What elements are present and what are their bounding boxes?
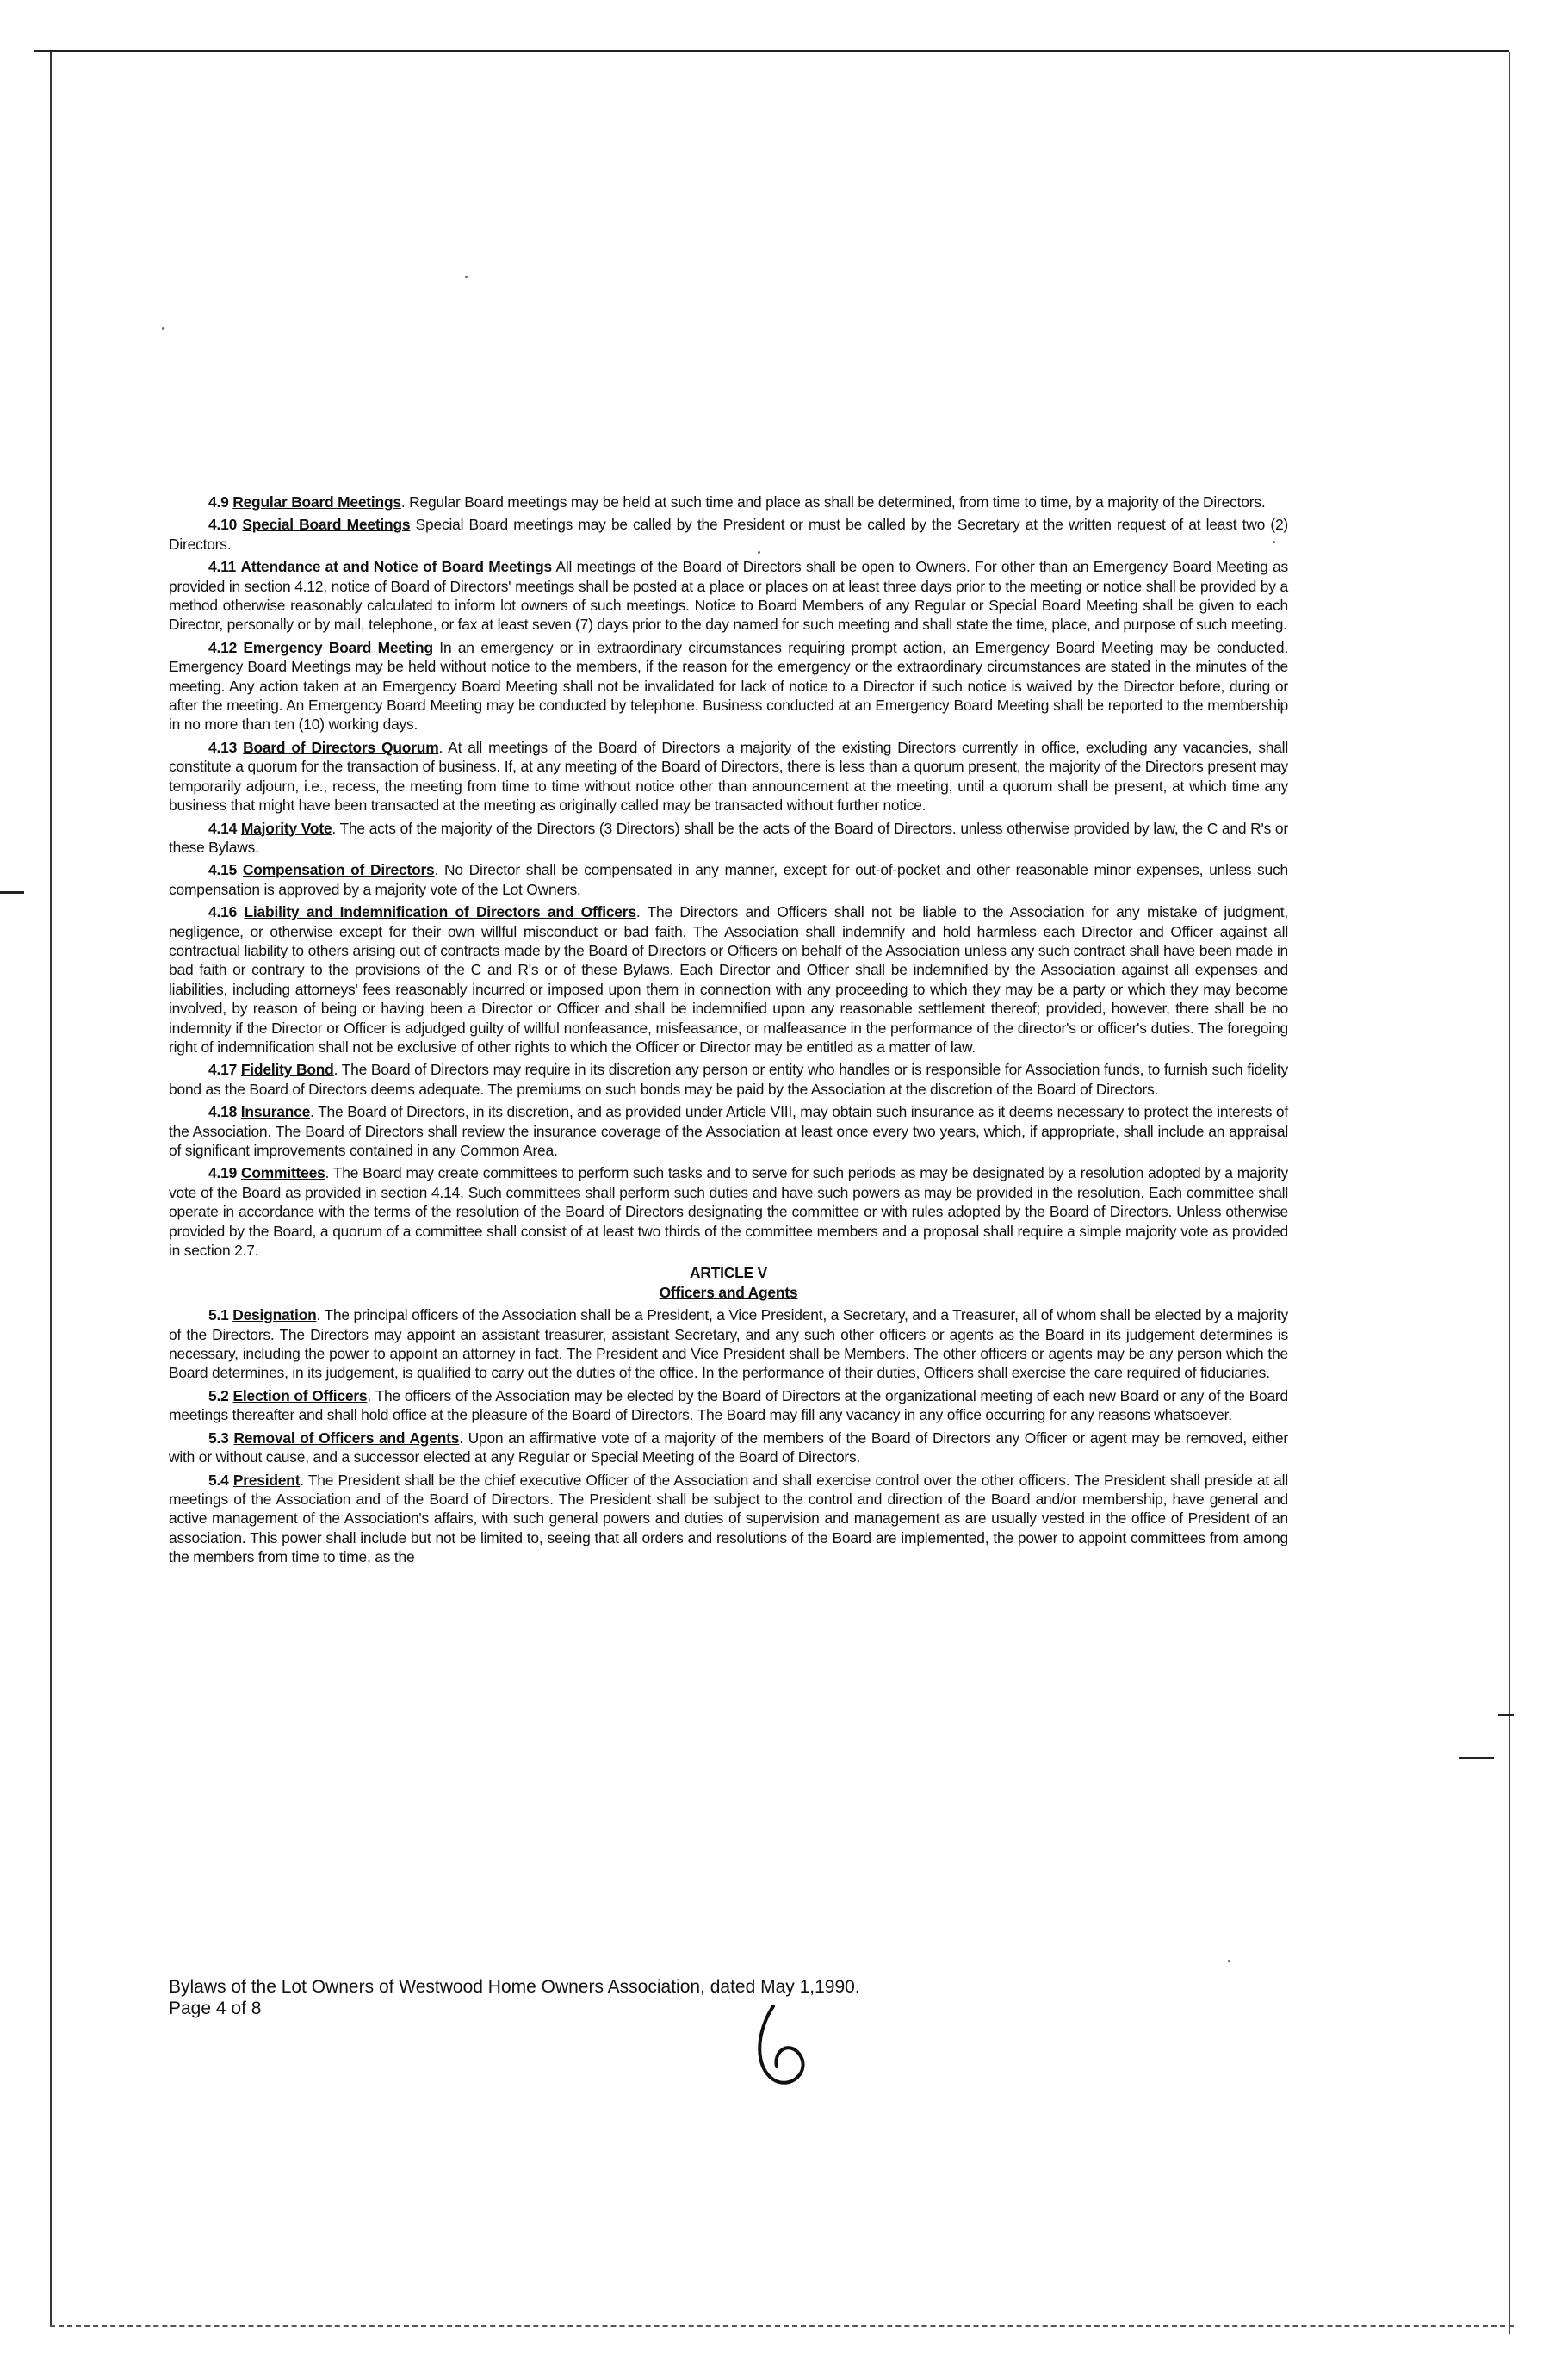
handwritten-page-mark: [739, 1998, 833, 2092]
section-body: . Regular Board meetings may be held at such time and place as shall be determined, from time to time, by a majority of the Directors.: [400, 493, 1266, 511]
section-body: . The Directors and Officers shall not be liable to the Association for any mistake of judgment, negligence, or otherwise except for their own willful misconduct or bad faith. The Association shall indemnify and hold harmless each Director and Officer against all contractual liability to others arising out of contracts made by the Board of Directors or Officers on behalf of the Association unless any such contract shall have been made in bad faith or contrary to the provisions of the C and R's or of these Bylaws. Each Director and Officer shall be indemnified by the Association against all expenses and liabilities, including attorneys' fees reasonably incurred or imposed upon them in connection with any proceeding to which they may be a party or which they may become involved, by reason of being or having been a Director or Officer and shall be indemnified upon any reasonable settlement thereof; provided, however, there shall be no indemnity if the Director or Officer is adjudged guilty of willful nonfeasance, misfeasance, or malfeasance in the performance of the director's or officer's duties. The foregoing right of indemnification shall not be exclusive of other rights to which the Officer or Director may be entitled as a matter of law.: [169, 903, 1288, 1056]
scan-border-left: [50, 52, 52, 2325]
section-paragraph: [169, 1305, 1288, 1383]
section-number: 4.19: [208, 1164, 238, 1182]
section-heading: Attendance at and Notice of Board Meetings: [240, 558, 552, 576]
section-heading: Election of Officers: [232, 1386, 368, 1404]
section-paragraph: [169, 1386, 1288, 1425]
section-number: 4.10: [208, 516, 238, 534]
edge-tick-mark: [1459, 1757, 1494, 1759]
footer-citation: Bylaws of the Lot Owners of Westwood Home Owners Association, dated May 1,1990.: [169, 1977, 860, 1997]
scan-border-top: [34, 50, 1509, 52]
section-number: 5.3: [208, 1429, 229, 1447]
edge-tick-mark: [0, 891, 24, 894]
section-body: . The officers of the Association may be elected by the Board of Directors at the organizational meeting of each new Board or any of the Board meetings thereafter and shall hold office at the pleasure of the Board of Directors. The Board may fill any vacancy in any office occurring for any reasons whatsoever.: [169, 1386, 1288, 1424]
section-body: . The Board of Directors, in its discretion, and as provided under Article VIII, may obtain such insurance as it deems necessary to protect the interests of the Association. The Board of Directors shall review the insurance coverage of the Association at least once every two years, which, if appropriate, shall include an appraisal of significant improvements contained in any Common Area.: [169, 1103, 1288, 1159]
section-heading: Compensation of Directors: [242, 861, 435, 879]
bylaws-body: [169, 493, 1288, 1571]
section-body: In an emergency or in extraordinary circumstances requiring prompt action, an Emergency Board Meeting may be conducted. Emergency Board Meetings may be held without notice to the members, if the reason for the emergency or the extraordinary circumstances are stated in the minutes of the meeting. Any action taken at an Emergency Board Meeting shall not be invalidated for lack of notice to a Director if such notice is waived by the Director before, during or after the meeting. An Emergency Board Meeting may be conducted by telephone. Business conducted at an Emergency Board Meeting shall be reported to the membership in no more than ten (10) working days.: [169, 638, 1288, 734]
scan-speck: [162, 327, 164, 330]
section-heading: Committees: [241, 1164, 325, 1182]
scan-speck: [465, 276, 468, 278]
section-body: . At all meetings of the Board of Directors a majority of the existing Directors currently in office, excluding any vacancies, shall constitute a quorum for the transaction of business. If, at any meeting of the Board of Directors, there is less than a quorum present, the majority of the Directors present may temporarily adjourn, i.e., recess, the meeting from time to time without notice other than announcement at the meeting, until a quorum shall be present, at which time any business that might have been transacted at the meeting as originally called may be transacted without further notice.: [169, 738, 1288, 815]
section-heading: Insurance: [240, 1103, 311, 1121]
section-number: 4.9: [208, 493, 229, 511]
section-paragraph: [169, 860, 1288, 899]
section-heading: Special Board Meetings: [242, 516, 411, 534]
scan-speck: [1228, 1960, 1230, 1962]
section-paragraph: [169, 1471, 1288, 1567]
section-body: . The Board of Directors may require in its discretion any person or entity who handles or is responsible for Association funds, to furnish such fidelity bond as the Board of Directors deems adequate. The premiums on such bonds may be paid by the Association at the discretion of the Board of Directors.: [169, 1061, 1288, 1098]
section-number: 4.15: [208, 861, 238, 879]
section-number: 4.12: [208, 638, 238, 656]
section-paragraph: [169, 557, 1288, 635]
section-paragraph: [169, 1060, 1288, 1099]
section-number: 4.11: [208, 558, 237, 576]
section-heading: Removal of Officers and Agents: [233, 1429, 460, 1447]
section-number: 5.2: [208, 1386, 229, 1404]
section-paragraph: [169, 515, 1288, 554]
section-body: . The principal officers of the Association shall be a President, a Vice President, a Secretary, and a Treasurer, all of whom shall be elected by a majority of the Directors. The Directors may appoint an assistant treasurer, assistant Secretary, and any such other officers or agents as the Board in its judgement determines is necessary, including the power to appoint an attorney in fact. The President and Vice President shall be Members. The other officers or agents may be any person which the Board determines, in its judgement, is qualified to carry out the duties of the office. In the performance of their duties, Officers shall exercise the care required of fiduciaries.: [169, 1306, 1289, 1382]
section-heading: Designation: [232, 1306, 317, 1324]
section-heading: Liability and Indemnification of Directors and Officers: [244, 903, 636, 921]
section-number: 4.14: [208, 819, 238, 837]
section-paragraph: [169, 638, 1288, 734]
article-iv-sections: [169, 493, 1288, 1260]
section-body: . Upon an affirmative vote of a majority of the members of the Board of Directors any Officer or agent may be removed, either with or without cause, and a successor elected at any Regular or Special Meeting of the Board of Directors.: [169, 1429, 1288, 1466]
section-body: . The President shall be the chief executive Officer of the Association and shall exercise control over the other officers. The President shall preside at all meetings of the Association and of the Board of Directors. The President shall be subject to the control and direction of the Board and/or membership, have general and active management of the Association's affairs, with such general powers and duties of supervision and management as are usually vested in the office of President of an association. This power shall include but not be limited to, seeing that all orders and resolutions of the Board are implemented, the power to appoint committees from among the members from time to time, as the: [169, 1471, 1288, 1566]
edge-tick-mark: [1498, 1714, 1514, 1716]
section-number: 5.1: [208, 1306, 229, 1324]
section-number: 4.18: [208, 1103, 238, 1121]
section-number: 4.13: [208, 738, 238, 756]
section-heading: Emergency Board Meeting: [243, 638, 433, 656]
section-paragraph: [169, 902, 1288, 1057]
section-paragraph: [169, 738, 1288, 815]
article-subtitle: Officers and Agents: [659, 1283, 798, 1301]
section-body: All meetings of the Board of Directors shall be open to Owners. For other than an Emergency Board Meeting as provided in section 4.12, notice of Board of Directors' meetings shall be posted at a place or places on at least three days prior to the meeting or notice shall be provided by a method otherwise reasonably calculated to inform lot owners of such meetings. Notice to Board Members of any Regular or Special Board Meeting shall be given to each Director, personally or by mail, telephone, or fax at least seven (7) days prior to the day named for such meeting and shall state the time, place, and purpose of such meeting.: [169, 558, 1288, 634]
section-number: 4.17: [208, 1061, 238, 1079]
article-title: ARTICLE V: [690, 1264, 767, 1282]
section-paragraph: [169, 819, 1288, 858]
section-body: . No Director shall be compensated in any manner, except for out-of-pocket and other reasonable minor expenses, unless such compensation is approved by a majority vote of the Lot Owners.: [169, 861, 1288, 898]
section-paragraph: [169, 1102, 1288, 1160]
section-paragraph: [169, 493, 1288, 511]
scan-border-bottom: [50, 2325, 1514, 2327]
section-heading: Majority Vote: [240, 819, 332, 837]
section-heading: Regular Board Meetings: [232, 493, 401, 511]
section-heading: Board of Directors Quorum: [243, 738, 439, 756]
section-body: Special Board meetings may be called by the President or must be called by the Secretary at the written request of at least two (2) Directors.: [169, 516, 1289, 553]
scan-border-right: [1509, 52, 1510, 2334]
section-body: . The Board may create committees to perform such tasks and to serve for such periods as may be designated by a resolution adopted by a majority vote of the Board as provided in section 4.14. Such committees shall perform such duties and have such powers as may be provided in the resolution. Each committee shall operate in accordance with the terms of the resolution of the Board of Directors designating the committee or with rules adopted by the Board of Directors. Unless otherwise provided by the Board, a quorum of a committee shall consist of at least two thirds of the committee members and a proposal shall require a simple majority vote as provided in section 2.7.: [169, 1164, 1288, 1260]
section-number: 4.16: [208, 903, 238, 921]
article-v-sections: [169, 1305, 1288, 1566]
section-heading: President: [232, 1471, 301, 1489]
section-heading: Fidelity Bond: [240, 1061, 334, 1079]
section-paragraph: [169, 1163, 1288, 1260]
section-paragraph: [169, 1429, 1288, 1467]
section-body: . The acts of the majority of the Directors (3 Directors) shall be the acts of the Board of Directors. unless otherwise provided by law, the C and R's or these Bylaws.: [169, 819, 1288, 856]
section-number: 5.4: [208, 1471, 229, 1489]
page-number: Page 4 of 8: [169, 1999, 262, 2018]
